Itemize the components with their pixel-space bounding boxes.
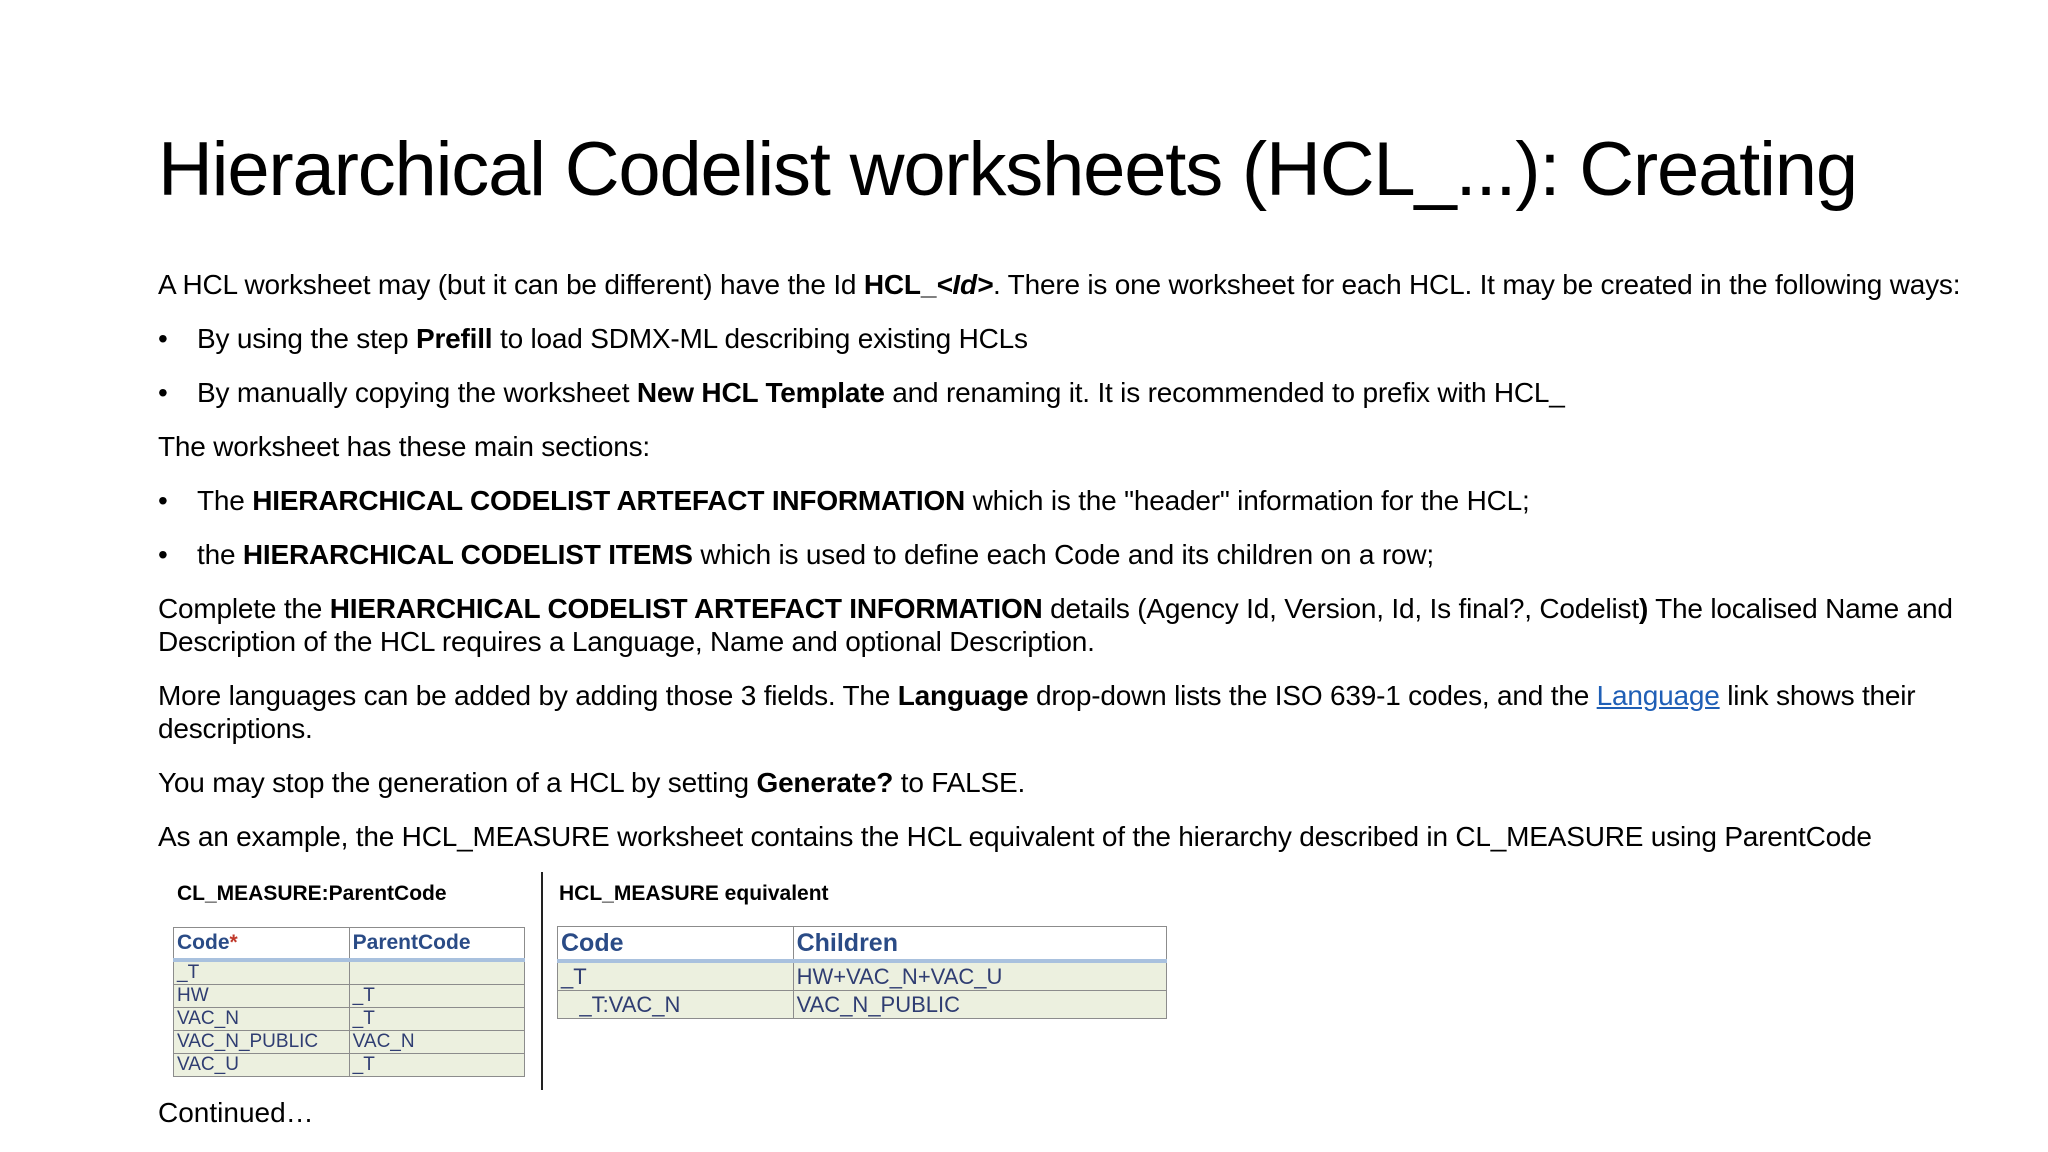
intro-text: A HCL worksheet may (but it can be different) have the Id: [158, 269, 864, 300]
parentcode-cell[interactable]: _T: [349, 1008, 524, 1031]
table-row: [174, 960, 525, 985]
bullet-dot: •: [158, 377, 168, 408]
bullet-items-section: • the HIERARCHICAL CODELIST ITEMS which is used to define each Code and its children on a row;: [158, 539, 1434, 570]
slide-body: [158, 268, 1978, 874]
bullet-dot: •: [158, 323, 168, 354]
table-header-row: [174, 928, 525, 961]
code-cell[interactable]: VAC_N: [174, 1008, 350, 1031]
bullet-header-section: • The HIERARCHICAL CODELIST ARTEFACT INFORMATION which is the "header" information for the HCL;: [158, 485, 1530, 516]
hcl-id-placeholder: <Id>: [936, 269, 994, 300]
column-header-children: Children: [793, 927, 1166, 962]
parentcode-cell[interactable]: _T: [349, 985, 524, 1008]
column-header-code: Code*: [174, 928, 350, 961]
artefact-info-keyword: HIERARCHICAL CODELIST ARTEFACT INFORMATION: [252, 485, 966, 516]
children-cell[interactable]: VAC_N_PUBLIC: [793, 991, 1166, 1019]
intro-paragraph: [158, 268, 1978, 301]
table-row: [558, 961, 1167, 991]
table-row: [174, 1031, 525, 1054]
table-row: [174, 1008, 525, 1031]
template-keyword: New HCL Template: [636, 377, 885, 408]
parentcode-table: [173, 927, 525, 1077]
hcl-equivalent-table: [557, 926, 1167, 1019]
intro-text-end: . There is one worksheet for each HCL. It may be created in the following ways:: [993, 269, 1961, 300]
bullet-template: • By manually copying the worksheet New HCL Template and renaming it. It is recommended to prefix with HCL_: [158, 377, 1565, 408]
example-paragraph: As an example, the HCL_MEASURE worksheet contains the HCL equivalent of the hierarchy described in CL_MEASURE using ParentCode: [158, 821, 1872, 852]
parentcode-cell[interactable]: _T: [349, 1054, 524, 1077]
language-keyword: Language: [897, 680, 1029, 711]
code-cell[interactable]: VAC_U: [174, 1054, 350, 1077]
table-row: [558, 991, 1167, 1019]
languages-paragraph: More languages can be added by adding those 3 fields. The Language drop-down lists the ISO 639-1 codes, and the Language link shows their descriptions.: [158, 680, 1916, 744]
stop-paragraph: You may stop the generation of a HCL by setting Generate? to FALSE.: [158, 767, 1026, 798]
code-cell[interactable]: _T:VAC_N: [558, 991, 794, 1019]
bullet-dot: •: [158, 539, 168, 570]
bullet-prefill: • By using the step Prefill to load SDMX-ML describing existing HCLs: [158, 323, 1028, 354]
code-cell[interactable]: _T: [558, 961, 794, 991]
children-cell[interactable]: HW+VAC_N+VAC_U: [793, 961, 1166, 991]
continued-note: Continued…: [158, 1097, 314, 1128]
language-link[interactable]: Language: [1596, 680, 1720, 711]
column-header-code: Code: [558, 927, 794, 962]
hcl-id-prefix: HCL_<Id>: [863, 269, 994, 300]
table-row: [174, 1054, 525, 1077]
left-table-title: CL_MEASURE:ParentCode: [177, 882, 447, 905]
code-cell[interactable]: VAC_N_PUBLIC: [174, 1031, 350, 1054]
parentcode-cell[interactable]: VAC_N: [349, 1031, 524, 1054]
code-cell[interactable]: _T: [174, 960, 350, 985]
column-header-parentcode: ParentCode: [349, 928, 524, 961]
artefact-info-keyword: HIERARCHICAL CODELIST ARTEFACT INFORMATION: [329, 593, 1043, 624]
prefill-keyword: Prefill: [415, 323, 493, 354]
bullet-dot: •: [158, 485, 168, 516]
table-divider: [541, 872, 543, 1090]
generate-keyword: Generate?: [756, 767, 894, 798]
complete-paragraph: Complete the HIERARCHICAL CODELIST ARTEFACT INFORMATION details (Agency Id, Version, Id, Is final?, Codelist) The localised Name and Description of the HCL requires a Language, Name and optional Description.: [158, 593, 1953, 657]
right-table-title: HCL_MEASURE equivalent: [559, 882, 829, 905]
parentcode-cell[interactable]: [349, 960, 524, 985]
required-mark: *: [229, 931, 238, 954]
table-header-row: [558, 927, 1167, 962]
table-row: [174, 985, 525, 1008]
items-keyword: HIERARCHICAL CODELIST ITEMS: [242, 539, 693, 570]
code-cell[interactable]: HW: [174, 985, 350, 1008]
sections-intro: The worksheet has these main sections:: [158, 431, 650, 462]
slide-title: Hierarchical Codelist worksheets (HCL_...): Creating: [158, 127, 1857, 212]
